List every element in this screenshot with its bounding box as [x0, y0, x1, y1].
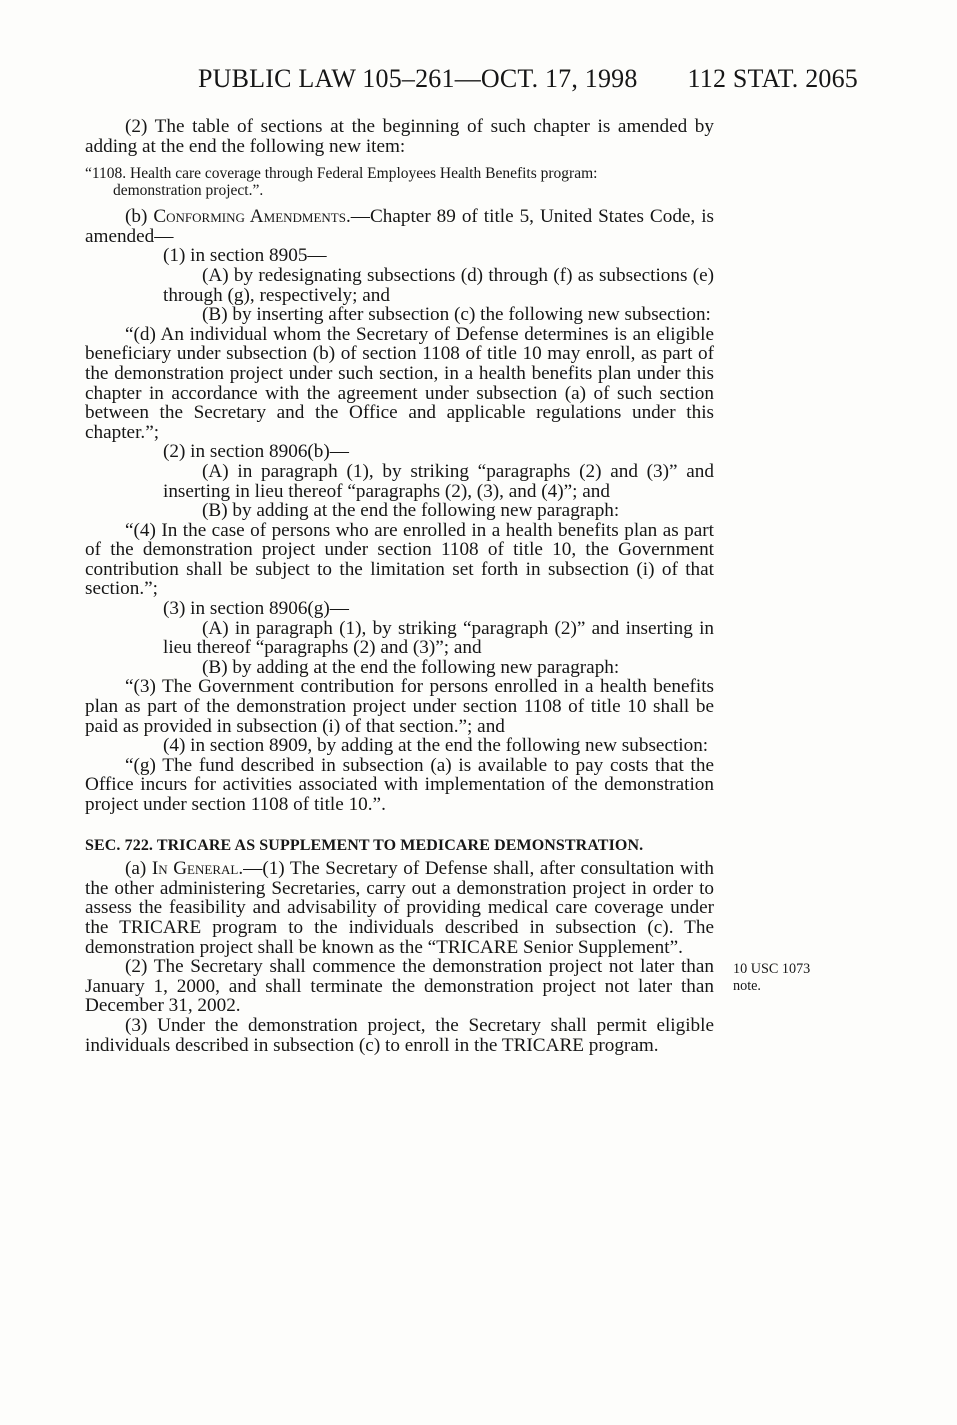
statute-page-number: 112 STAT. 2065: [687, 64, 858, 93]
quoted-paragraph-3: “(3) The Government contribution for persons enrolled in a health benefits plan as part of the demonstration project under section 1108 of title 10 shall be paid as provided in subsection (i) of that section.”; and: [85, 676, 714, 737]
clause-3: (3) in section 8906(g)—: [163, 598, 349, 620]
new-section-item-line2: demonstration project.”.: [113, 182, 264, 200]
subsection-text: .—(1) The Secretary of Defense shall, after consultation with the other administering Secretaries, carry out a demonstration project in order to assess the feasibility and advisability of providing medical care coverage under the TRICARE program to the individuals described in subsection (c). The demonstration project shall be known as the “TRICARE Senior Supplement”.: [85, 858, 714, 958]
clause-4: (4) in section 8909, by adding at the end the following new subsection:: [163, 735, 709, 757]
clause-1-a: (A) by redesignating subsections (d) through (f) as subsections (e) through (g), respectively; and: [163, 264, 714, 306]
paragraph-enrollment: (3) Under the demonstration project, the Secretary shall permit eligible individuals described in subsection (c) to enroll in the TRICARE program.: [85, 1014, 714, 1056]
clause-3-b: (B) by adding at the end the following new paragraph:: [202, 656, 620, 678]
subsection-heading: Conforming Amendments: [153, 206, 346, 228]
paragraph-table-of-sections: (2) The table of sections at the beginning of such chapter is amended by adding at the end the following new item:: [85, 116, 714, 157]
subsection-text: .—Chapter 89 of title 5, United States Code, is amended—: [85, 206, 714, 247]
statute-text: [85, 117, 714, 1055]
new-section-item-line1: “1108. Health care coverage through Federal Employees Health Benefits program:: [85, 165, 598, 183]
clause-2-b: (B) by adding at the end the following new paragraph:: [202, 500, 620, 522]
conforming-amendments-paragraph: [85, 207, 714, 246]
subsection-label: (b): [125, 206, 154, 228]
public-law-citation: PUBLIC LAW 105–261—OCT. 17, 1998: [198, 64, 638, 93]
quoted-subsection-d: “(d) An individual whom the Secretary of Defense determines is an eligible beneficiary under subsection (b) of section 1108 of title 10 may enroll, as part of the demonstration project under such section, in a health benefits plan under this chapter in accordance with the agreement under subsection (a) of such section between the Secretary and the Office and applicable regulations under this chapter.”;: [85, 323, 714, 443]
new-section-item: [85, 165, 714, 199]
clause-1: (1) in section 8905—: [163, 245, 327, 267]
margin-note-label: note.: [733, 977, 761, 994]
section-722-heading: SEC. 722. TRICARE AS SUPPLEMENT TO MEDICARE DEMONSTRATION.: [85, 836, 644, 854]
margin-note-citation: 10 USC 1073: [733, 961, 811, 977]
clause-3-a: (A) in paragraph (1), by striking “paragraph (2)” and inserting in lieu thereof “paragraphs (2) and (3)”; and: [163, 617, 714, 659]
subsection-heading: In General: [151, 858, 239, 880]
clause-1-b: (B) by inserting after subsection (c) the following new subsection:: [202, 304, 711, 326]
quoted-paragraph-4: “(4) In the case of persons who are enrolled in a health benefits plan as part of the demonstration project under section 1108 of title 10, the Government contribution shall be subject to the limitation set forth in subsection (i) of that section.”;: [85, 519, 714, 600]
in-general-paragraph: [85, 859, 714, 957]
clause-2-a: (A) in paragraph (1), by striking “paragraphs (2) and (3)” and inserting in lieu thereof “paragraphs (2), (3), and (4)”; and: [163, 460, 714, 502]
paragraph-commencement: (2) The Secretary shall commence the demonstration project not later than January 1, 2000, and shall terminate the demonstration project not later than December 31, 2002.: [85, 956, 714, 1017]
margin-note: [733, 961, 833, 994]
clause-2: (2) in section 8906(b)—: [163, 441, 349, 463]
quoted-subsection-g: “(g) The fund described in subsection (a) is available to pay costs that the Office incurs for activities associated with implementation of the demonstration project under section 1108 of title 10.”.: [85, 754, 714, 815]
subsection-label: (a): [125, 858, 152, 880]
